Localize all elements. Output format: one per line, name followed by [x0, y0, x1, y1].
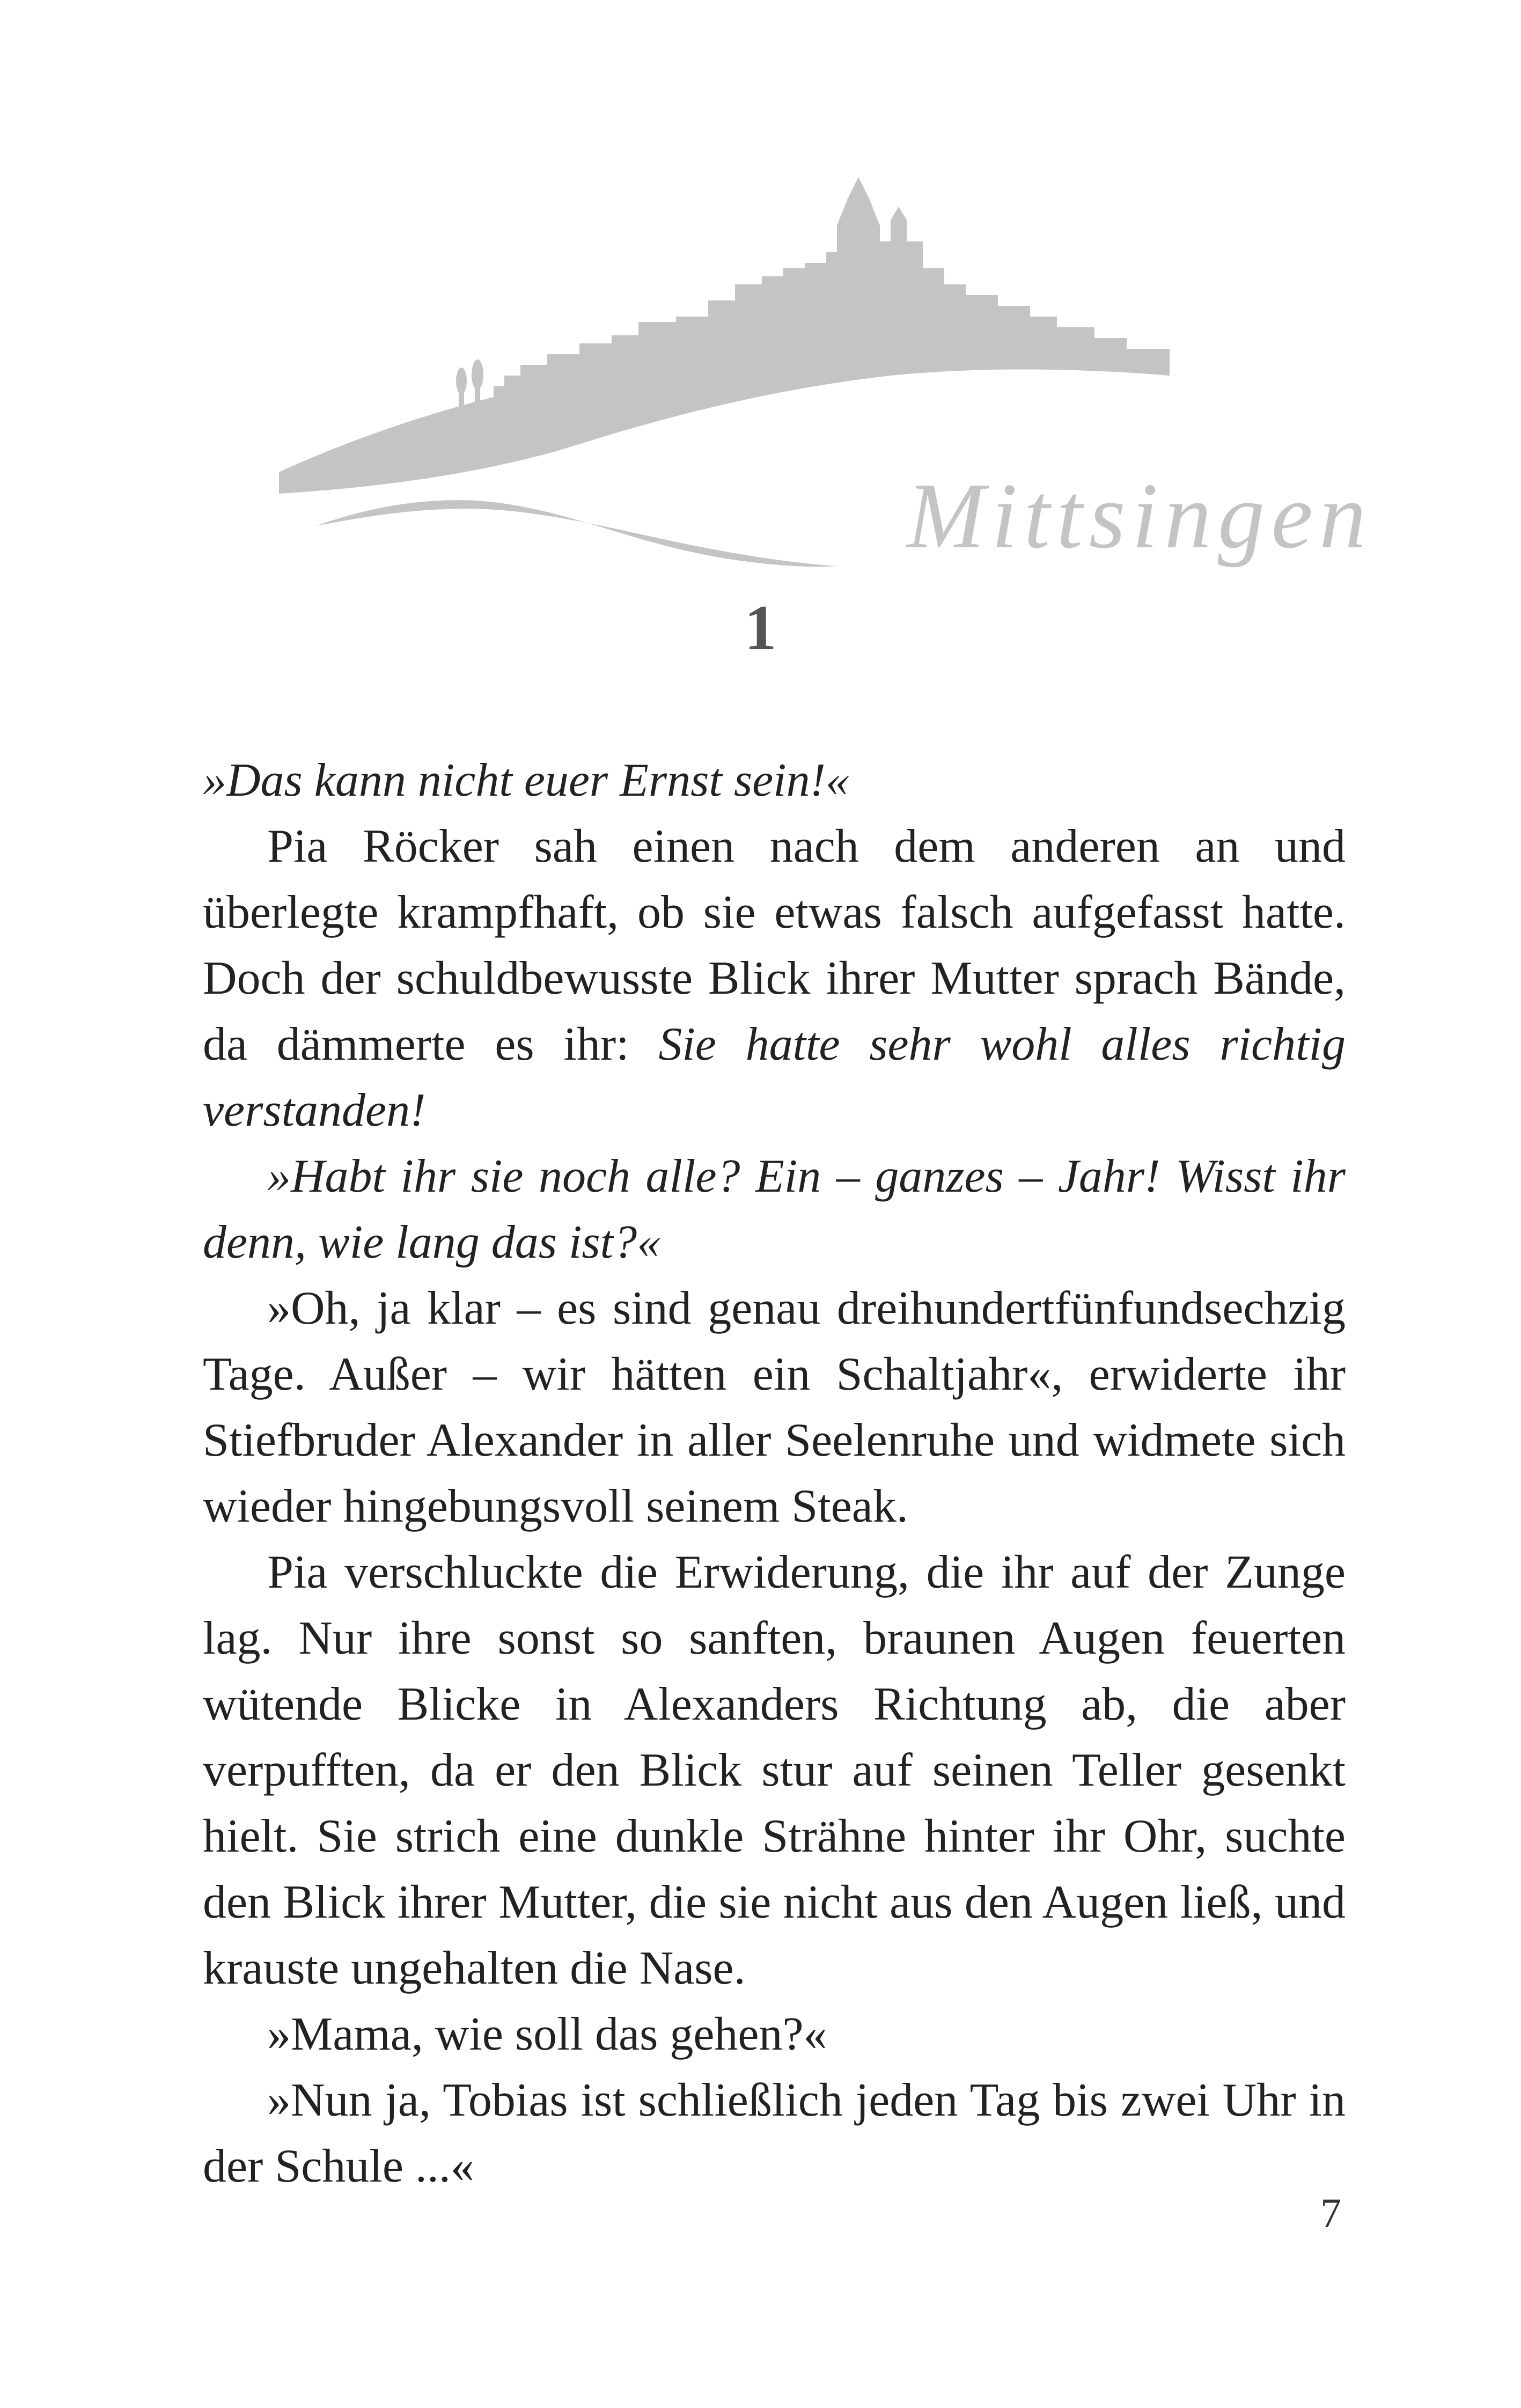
paragraph [203, 2067, 1346, 2199]
paragraph [203, 747, 1346, 813]
chapter-number: 1 [744, 592, 777, 663]
text-segment: Pia verschluckte die Erwiderung, die ihr auf der Zunge lag. Nur ihre sonst so sanften, braunen Augen feuerten wütende Blicke in Alexanders Richtung ab, die aber verpufften, da er den Blick stur auf seinen Teller gesenkt hielt. Sie strich eine dunkle Strähne hinter ihr Ohr, suchte den Blick ihrer Mutter, die sie nicht aus den Augen ließ, und krauste ungehalten die Nase. [203, 1546, 1346, 1994]
town-name-label: Mittsingen [907, 464, 1373, 568]
italic-text: »Habt ihr sie noch alle? Ein – ganzes – Jahr! Wisst ihr denn, wie lang das ist?« [203, 1150, 1346, 1268]
text-segment: »Nun ja, Tobias ist schließlich jeden Tag bis zwei Uhr in der Schule ...« [203, 2074, 1346, 2192]
text-segment: »Oh, ja klar – es sind genau dreihundertfünfundsechzig Tage. Außer – wir hätten ein Schaltjahr«, erwiderte ihr Stiefbruder Alexander in aller Seelenruhe und widmete sich wieder hingebungsvoll seinem Steak. [203, 1282, 1346, 1532]
chapter-body-text [203, 747, 1346, 2199]
paragraph [203, 1275, 1346, 1539]
paragraph [203, 813, 1346, 1143]
italic-text: »Das kann nicht euer Ernst sein!« [203, 754, 849, 806]
paragraph [203, 1539, 1346, 2001]
text-segment: Pia Röcker sah einen nach dem anderen an und überlegte krampfhaft, ob sie etwas falsch aufgefasst hatte. Doch der schuldbewusste Blick ihrer Mutter sprach Bände, da dämmerte es ihr: [203, 820, 1346, 1070]
town-skyline-illustration [268, 161, 1373, 579]
italic-text: Sie hatte sehr wohl alles richtig verstanden! [203, 1018, 1346, 1136]
text-segment: »Mama, wie soll das gehen?« [267, 2008, 827, 2060]
paragraph [203, 2001, 1346, 2067]
page-number: 7 [1320, 2190, 1341, 2236]
paragraph [203, 1143, 1346, 1275]
